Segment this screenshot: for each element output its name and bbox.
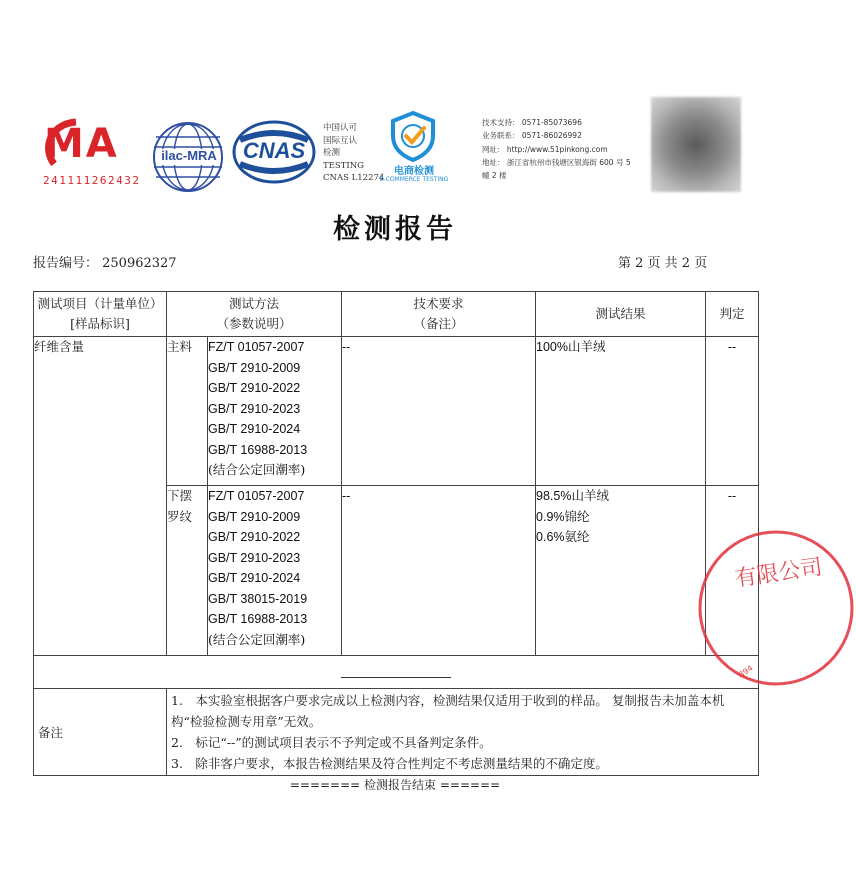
method-line: GB/T 2910-2023 [208, 401, 301, 416]
report-end-marker: ======= 检测报告结束 ====== [289, 778, 501, 792]
contact-line: 网址： http://www.51pinkong.com [482, 144, 608, 154]
header-judge-text: 判定 [719, 306, 745, 321]
results-table [33, 291, 759, 776]
table-row [34, 337, 759, 486]
cnas-info-line: CNAS L12274 [323, 173, 385, 183]
header-result [536, 292, 706, 337]
separator-row [34, 656, 759, 689]
method-line: GB/T 2910-2024 [208, 422, 301, 436]
page-title: 检测报告 [333, 214, 457, 245]
separator-line [341, 677, 451, 678]
header-req-line: （备注） [413, 316, 464, 331]
method-line: GB/T 2910-2022 [208, 381, 301, 395]
result-line: 0.6%氨纶 [536, 530, 590, 544]
item-name-cell [34, 337, 167, 656]
method-line: FZ/T 01057-2007 [208, 340, 305, 354]
method-line: GB/T 2910-2023 [208, 550, 301, 565]
page-info: 第 2 页 共 2 页 [618, 256, 708, 271]
contact-line: 业务联系： 0571-86026992 [482, 131, 582, 141]
requirement-cell [342, 337, 536, 486]
judge-cell [706, 337, 759, 486]
header-item-line: 测试项目（计量单位） [37, 296, 163, 311]
header-requirement [342, 292, 536, 337]
part-label-line: 下摆 [167, 488, 193, 503]
cnas-info-line: 中国认可 [323, 123, 358, 133]
header-item [34, 292, 167, 337]
item-name: 纤维含量 [34, 339, 85, 354]
method-cell [208, 486, 342, 656]
contact-line: 技术支持： 0571-85073696 [482, 118, 582, 127]
judge-value: -- [727, 489, 737, 503]
part-cell [167, 486, 208, 656]
notes-row [34, 689, 759, 776]
header-method [167, 292, 342, 337]
requirement-value: -- [342, 340, 351, 354]
header-req-line: 技术要求 [413, 296, 464, 311]
note-line: 2. 标记“--”的测试项目表示不予判定或不具备判定条件。 [171, 735, 492, 750]
svg-text:894: 894 [736, 663, 755, 680]
note-line: 1. 本实验室根据客户要求完成以上检测内容，检测结果仅适用于收到的样品。 复制报告未加盖本机构“检验检测专用章”无效。 [171, 693, 725, 729]
result-cell [536, 337, 706, 486]
note-line: 3. 除非客户要求，本报告检测结果及符合性判定不考虑测量结果的不确定度。 [171, 756, 608, 771]
method-line: (结合公定回潮率) [208, 462, 306, 477]
header-method-line: 测试方法 [229, 296, 280, 311]
requirement-value: -- [342, 489, 351, 503]
result-cell [536, 486, 706, 656]
method-line: FZ/T 01057-2007 [208, 489, 305, 503]
company-seal-stamp [696, 528, 856, 688]
cnas-info-line: TESTING [323, 160, 364, 171]
ecommerce-logo-title: 电商检测 [394, 166, 434, 177]
method-line: GB/T 16988-2013 [208, 612, 308, 626]
report-number: 报告编号： 250962327 [33, 256, 177, 271]
notes-cell [167, 689, 759, 776]
method-line: GB/T 2910-2009 [208, 509, 301, 524]
shield-check-icon [388, 110, 438, 162]
cnas-info-line: 检测 [323, 148, 341, 158]
cma-logo-text: MA [44, 121, 119, 167]
contact-line: 幢 2 楼 [482, 171, 507, 181]
header-item-line: [样品标识] [70, 316, 130, 331]
result-line: 100%山羊绒 [536, 340, 606, 354]
contact-info [482, 116, 642, 182]
cnas-info-line: 国际互认 [323, 135, 358, 146]
part-cell [167, 337, 208, 486]
ilac-logo-text: ilac-MRA [161, 148, 217, 163]
header-result-text: 测试结果 [595, 306, 646, 321]
svg-text:有限公司: 有限公司 [733, 554, 824, 592]
part-label: 主料 [167, 339, 193, 354]
method-line: (结合公定回潮率) [208, 631, 306, 647]
method-cell [208, 337, 342, 486]
method-line: GB/T 38015-2019 [208, 591, 308, 606]
part-label-line: 罗纹 [167, 508, 193, 524]
notes-label-cell [34, 689, 167, 776]
header-method-line: （参数说明） [216, 316, 292, 331]
header-judge [706, 292, 759, 337]
table-header-row [34, 292, 759, 337]
cma-number: 241111262432 [43, 174, 141, 187]
qr-code-blurred [651, 97, 741, 192]
method-line: GB/T 2910-2022 [208, 530, 301, 544]
notes-label: 备注 [38, 725, 64, 740]
result-line: 98.5%山羊绒 [536, 489, 609, 503]
requirement-cell [342, 486, 536, 656]
separator-cell [34, 656, 759, 689]
cnas-logo-text: CNAS [242, 138, 306, 163]
method-line: GB/T 16988-2013 [208, 442, 308, 457]
result-line: 0.9%锦纶 [536, 509, 590, 524]
ecommerce-logo-sub: E-COMMERCE TESTING [379, 176, 449, 183]
method-line: GB/T 2910-2024 [208, 571, 301, 585]
method-line: GB/T 2910-2009 [208, 360, 301, 375]
judge-value: -- [727, 340, 737, 354]
contact-line: 地址： 浙江省杭州市钱塘区银海街 600 号 5 [482, 157, 631, 167]
